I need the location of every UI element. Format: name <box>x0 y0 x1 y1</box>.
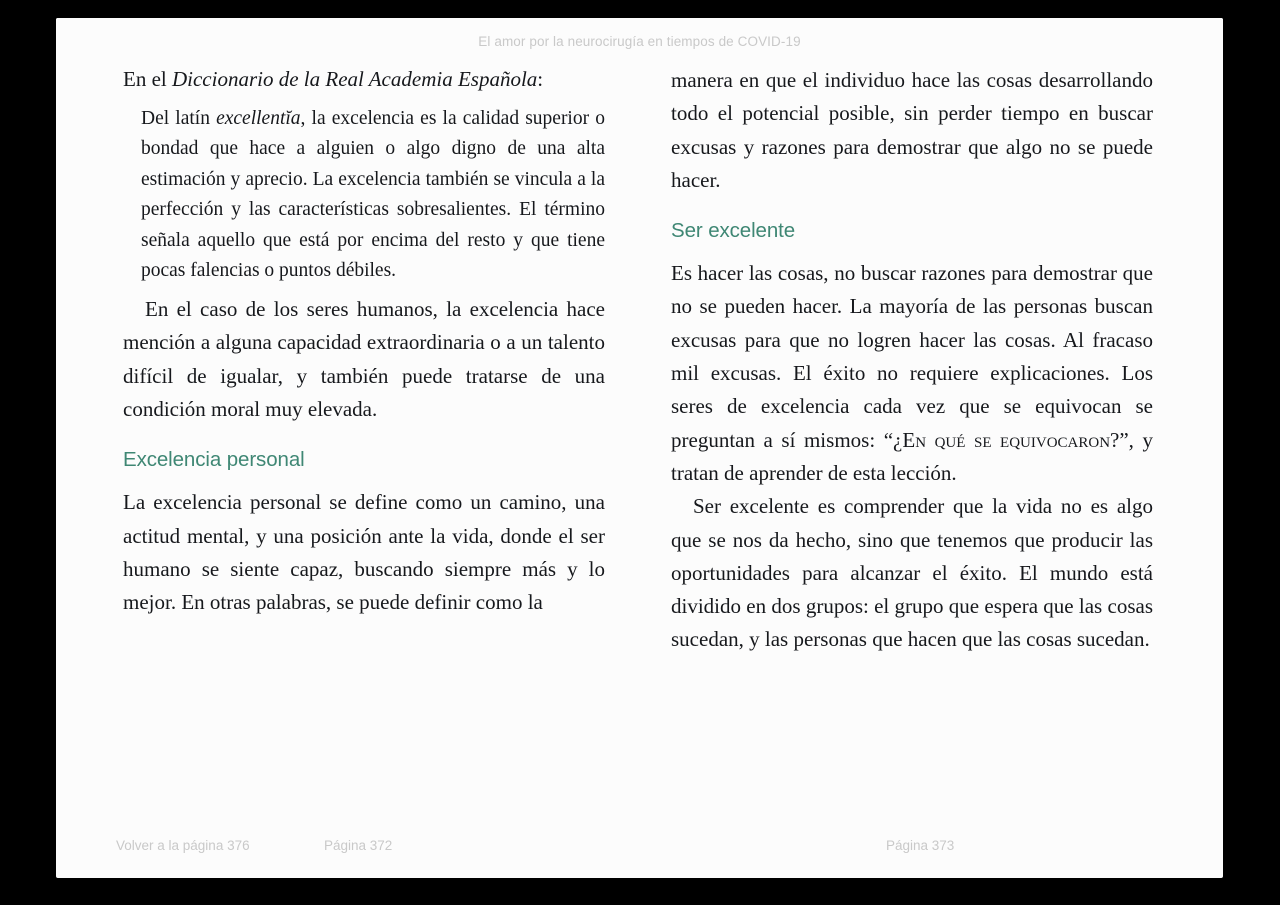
quote-body: , la excelencia es la calidad superior o bondad que hace a alguien o algo digno de una alta estimación y aprecio. La excelencia también se vincula a la perfección y las características sobresalientes. El término señala aquello que está por encima del resto y que tiene pocas falencias o puntos débiles. <box>141 107 605 282</box>
heading-ser-excelente: Ser excelente <box>671 219 796 243</box>
page-body <box>56 64 1223 824</box>
page-number-right: Página 373 <box>886 838 955 853</box>
dictionary-title: Diccionario de la Real Academia Española <box>171 67 538 91</box>
right-paragraph-1-part1: Es hacer las cosas, no buscar razones para demostrar que no se pueden hacer. La mayoría de las personas buscan excusas para que no logren hacer las cosas. Al fracaso mil excusas. El éxito no requiere explicaciones. Los seres de excelencia cada vez que se equivocan se preguntan a sí mismos: “ <box>671 261 1153 452</box>
page-footer <box>56 824 1223 878</box>
quote-prefix: Del latín <box>141 107 217 129</box>
right-column <box>671 64 1153 824</box>
running-header <box>56 18 1223 64</box>
page-number-left: Página 372 <box>324 838 393 853</box>
smallcaps-question: ¿En qué se equivocaron? <box>893 427 1120 452</box>
left-paragraph-1: En el caso de los seres humanos, la excelencia hace mención a alguna capacidad extraordinaria o a un talento difícil de igualar, y también puede tratarse de una condición moral muy elevada. <box>123 297 605 421</box>
lead-sentence <box>123 64 605 96</box>
left-paragraph-2: La excelencia personal se define como un camino, una actitud mental, y una posición ante la vida, donde el ser humano se siente capaz, buscando siempre más y lo mejor. En otras palabras, se puede definir como la <box>123 490 605 615</box>
lead-suffix: : <box>537 67 544 91</box>
right-paragraph-1-part2: ”, y tratan de aprender de esta lección. <box>671 427 1153 485</box>
right-paragraph-1 <box>671 257 1153 490</box>
latin-term: excellentĭa <box>216 107 301 129</box>
left-column <box>123 64 605 824</box>
back-to-page-link[interactable]: Volver a la página 376 <box>116 838 250 853</box>
right-paragraph-continued: manera en que el individuo hace las cosas desarrollando todo el potencial posible, sin perder tiempo en buscar excusas y razones para demostrar que algo no se puede hacer. <box>671 68 1153 192</box>
ebook-page <box>56 18 1223 878</box>
lead-prefix: En el <box>123 67 172 91</box>
dictionary-definition-quote <box>123 104 605 288</box>
book-title: El amor por la neurocirugía en tiempos de COVID-19 <box>478 33 801 49</box>
right-paragraph-2: Ser excelente es comprender que la vida no es algo que se nos da hecho, sino que tenemos que producir las oportunidades para alcanzar el éxito. El mundo está dividido en dos grupos: el grupo que espera que las cosas sucedan, y las personas que hacen que las cosas sucedan. <box>671 494 1153 652</box>
heading-excelencia-personal: Excelencia personal <box>123 448 305 472</box>
